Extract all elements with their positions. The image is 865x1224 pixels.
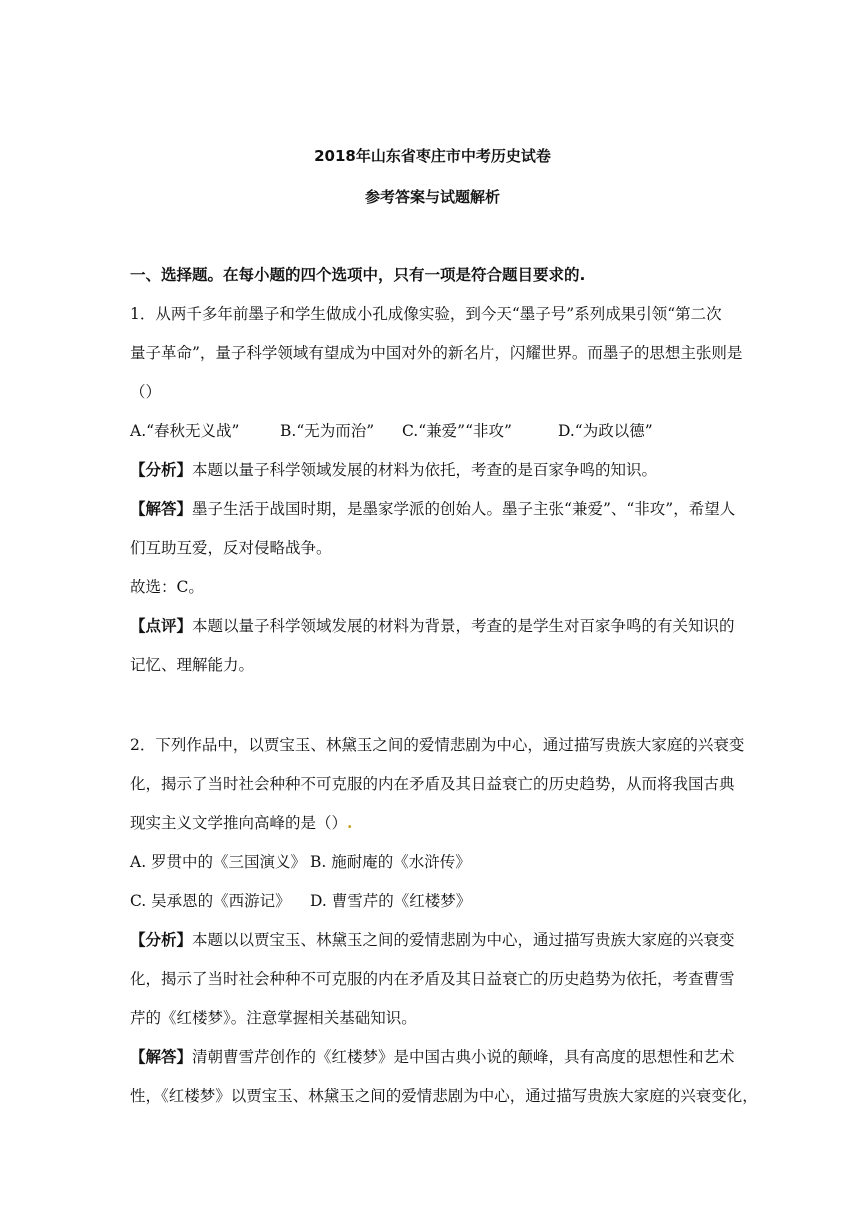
document-subtitle: 参考答案与试题解析	[364, 188, 500, 206]
q2-option-c: C. 吴承恩的《西游记》	[130, 892, 291, 910]
q2-analysis-tag: 【分析】	[130, 931, 193, 949]
q1-analysis-text: 本题以量子科学领域发展的材料为依托，考查的是百家争鸣的知识。	[192, 461, 658, 479]
q2-analysis-line-2: 化，揭示了当时社会种种不可克服的内在矛盾及其日益衰亡的历史趋势为依托，考查曹雪	[130, 970, 735, 988]
section-heading: 一、选择题。在每小题的四个选项中，只有一项是符合题目要求的.	[130, 266, 586, 284]
q1-comment-tag: 【点评】	[130, 617, 193, 635]
q2-option-a: A. 罗贯中的《三国演义》	[130, 853, 307, 871]
q1-answer-line-2: 们互助互爱，反对侵略战争。	[130, 539, 332, 557]
q1-choice: 故选：C。	[130, 578, 204, 596]
q2-answer-line-2: 性，《红楼梦》以贾宝玉、林黛玉之间的爱情悲剧为中心，通过描写贵族大家庭的兴衰变化，	[130, 1087, 758, 1105]
q2-options-row-1	[130, 852, 740, 872]
q2-options-row-2	[130, 891, 740, 911]
q1-analysis	[130, 460, 740, 480]
q1-option-b: B.“无为而治”	[280, 422, 375, 440]
q2-stem-text-3: 现实主义文学推向高峰的是（）	[130, 814, 348, 832]
q2-analysis-text-1: 本题以以贾宝玉、林黛玉之间的爱情悲剧为中心，通过描写贵族大家庭的兴衰变	[192, 931, 735, 949]
q1-answer-line-1	[130, 499, 740, 519]
q2-answer-line-1	[130, 1047, 740, 1067]
q2-stem-line-1: 2．下列作品中，以贾宝玉、林黛玉之间的爱情悲剧为中心，通过描写贵族大家庭的兴衰变	[130, 736, 745, 754]
q2-option-b: B. 施耐庵的《水浒传》	[310, 853, 471, 871]
q2-stem-end-mark: .	[347, 813, 353, 832]
q1-stem-line-1: 1．从两千多年前墨子和学生做成小孔成像实验，到今天“墨子号”系列成果引领“第二次	[130, 305, 722, 323]
q1-answer-tag: 【解答】	[130, 500, 193, 518]
document-title: 2018年山东省枣庄市中考历史试卷	[314, 147, 551, 165]
q2-option-d: D. 曹雪芹的《红楼梦》	[310, 892, 472, 910]
q1-option-a: A.“春秋无义战”	[130, 422, 240, 440]
q1-option-d: D.“为政以德”	[558, 422, 653, 440]
q2-analysis-line-3: 芹的《红楼梦》。注意掌握相关基础知识。	[130, 1009, 417, 1027]
q1-stem-line-2: 量子革命”，量子科学领域有望成为中国对外的新名片，闪耀世界。而墨子的思想主张则是	[130, 344, 743, 362]
q2-answer-tag: 【解答】	[130, 1048, 193, 1066]
q2-stem-line-3	[130, 813, 740, 833]
q1-comment-text-1: 本题以量子科学领域发展的材料为背景，考查的是学生对百家争鸣的有关知识的	[192, 617, 735, 635]
q1-answer-text-1: 墨子生活于战国时期，是墨家学派的创始人。墨子主张“兼爱”、“非攻”，希望人	[192, 500, 736, 518]
q1-option-c: C.“兼爱”“非攻”	[402, 422, 512, 440]
q1-comment-line-1	[130, 616, 740, 636]
q2-stem-line-2: 化，揭示了当时社会种种不可克服的内在矛盾及其日益衰亡的历史趋势，从而将我国古典	[130, 775, 735, 793]
q1-options	[130, 421, 740, 441]
q1-analysis-tag: 【分析】	[130, 461, 193, 479]
q1-stem-line-3: （）	[130, 383, 162, 401]
q1-comment-line-2: 记忆、理解能力。	[130, 656, 255, 674]
q2-answer-text-1: 清朝曹雪芹创作的《红楼梦》是中国古典小说的颠峰，具有高度的思想性和艺术	[192, 1048, 735, 1066]
q2-analysis-line-1	[130, 930, 740, 950]
